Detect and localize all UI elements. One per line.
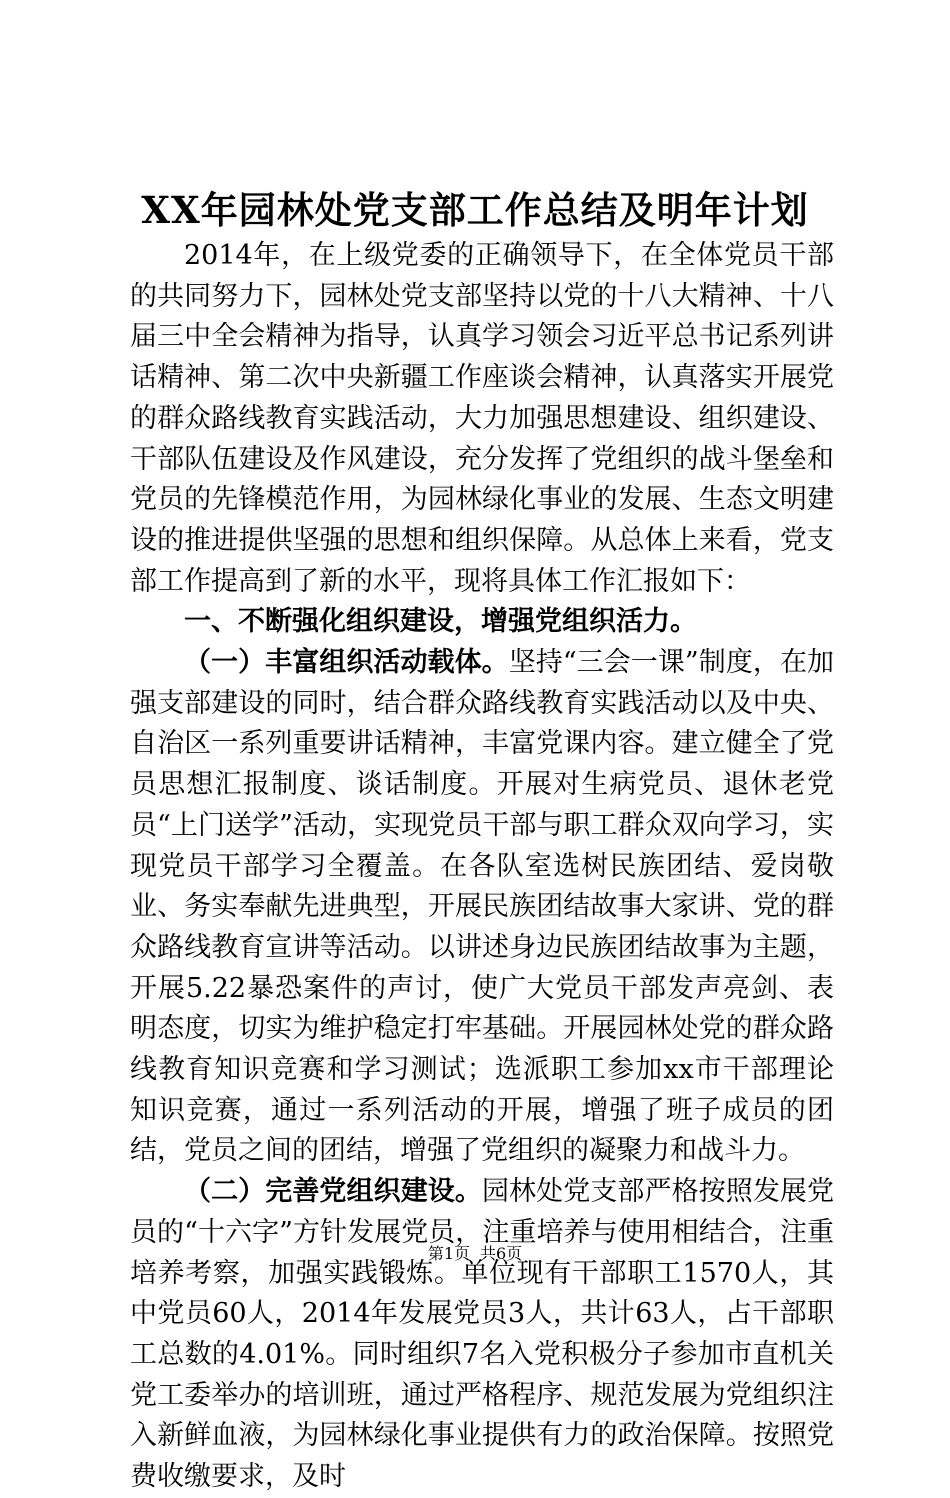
page-total: 共6页 — [480, 1244, 523, 1263]
subsection-text-1: 坚持“三会一课”制度，在加强支部建设的同时，结合群众路线教育实践活动以及中央、自治区一系列重要讲话精神，丰富党课内容。建立健全了党员思想汇报制度、谈话制度。开展对生病党员、退休老党员“上门送学”活动，实现党员干部与职工群众双向学习，实现党员干部学习全覆盖。在各队室选树民族团结、爱岗敬业、务实奉献先进典型，开展民族团结故事大家讲、党的群众路线教育宣讲等活动。以讲述身边民族团结故事为主题，开展5.22暴恐案件的声讨，使广大党员干部发声亮剑、表明态度，切实为维护稳定打牢基础。开展园林处党的群众路线教育知识竞赛和学习测试；选派职工参加xx市干部理论知识竞赛，通过一系列活动的开展，增强了班子成员的团结，党员之间的团结，增强了党组织的凝聚力和战斗力。 — [130, 647, 835, 1167]
subsection-paragraph-2 — [130, 1172, 834, 1498]
document-title: XX年园林处党支部工作总结及明年计划 — [141, 188, 809, 232]
subsection-lead-2: （二）完善党组织建设。 — [184, 1176, 482, 1208]
section-heading: 一、不断强化组织建设，增强党组织活力。 — [184, 606, 697, 638]
subsection-paragraph-1 — [130, 643, 834, 1172]
page-number: 第1页 — [427, 1244, 470, 1263]
intro-paragraph: 2014年，在上级党委的正确领导下，在全体党员干部的共同努力下，园林处党支部坚持以党的十八大精神、十八届三中全会精神为指导，认真学习领会习近平总书记系列讲话精神、第二次中央新疆工作座谈会精神，认真落实开展党的群众路线教育实践活动，大力加强思想建设、组织建设、干部队伍建设及作风建设，充分发挥了党组织的战斗堡垒和党员的先锋模范作用，为园林绿化事业的发展、生态文明建设的推进提供坚强的思想和组织保障。从总体上来看，党支部工作提高到了新的水平，现将具体工作汇报如下： — [130, 240, 834, 597]
subsection-text-2: 园林处党支部严格按照发展党员的“十六字”方针发展党员，注重培养与使用相结合，注重培养考察，加强实践锻炼。单位现有干部职工1570人，其中党员60人，2014年发展党员3人，共计63人，占干部职工总数的4.01%。同时组织7名入党积极分子参加市直机关党工委举办的培训班，通过严格程序、规范发展为党组织注入新鲜血液，为园林绿化事业提供有力的政治保障。按照党费收缴要求，及时 — [130, 1176, 835, 1493]
subsection-lead-1: （一）丰富组织活动载体。 — [184, 647, 509, 679]
page-footer — [0, 1244, 950, 1264]
document-body — [130, 236, 834, 1498]
